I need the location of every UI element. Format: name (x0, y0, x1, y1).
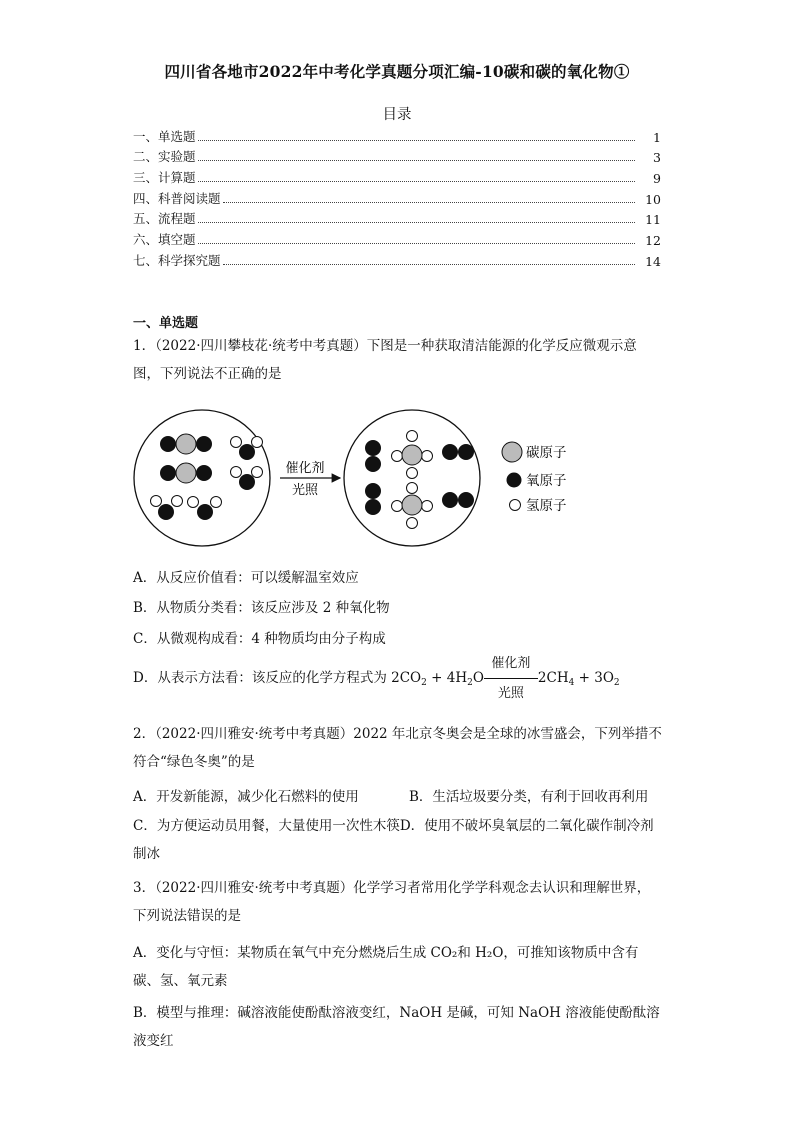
toc-item[interactable]: 四、科普阅读题 10 (133, 190, 661, 207)
reaction-condition-catalyst: 催化剂 (491, 656, 531, 671)
reaction-micro-diagram (130, 400, 580, 560)
q1-option-d[interactable]: D．从表示方法看：该反应的化学方程式为 $2CO_2 + 4H_2O$ 催化剂 光照 $2CH_4 + 3O_2$ (133, 666, 620, 688)
oxygen-atom-legend-icon (507, 473, 522, 488)
q2-option-c[interactable]: C．为方便运动员用餐，大量使用一次性木筷 (133, 818, 400, 834)
q3-option-a[interactable]: A．变化与守恒：某物质在氧气中充分燃烧后生成 CO₂和 H₂O，可推知该物质中含有碳、氢、氧元素 (133, 945, 639, 989)
q1-option-b[interactable]: B．从物质分类看：该反应涉及 2 种氧化物 (133, 600, 390, 616)
arrow-condition-bottom: 光照 (291, 483, 319, 498)
toc-item[interactable]: 六、填空题 12 (133, 232, 661, 249)
ch4-molecule (392, 483, 433, 529)
o2-molecule (442, 492, 474, 508)
hydrogen-atom-legend-icon (510, 500, 521, 511)
o2-molecule (365, 483, 381, 515)
ch4-molecule (392, 431, 433, 479)
toc-heading: 目录 (382, 107, 412, 123)
h2o-molecule (188, 497, 222, 521)
legend-oxygen: 氧原子 (526, 473, 567, 489)
question-3-stem: 3．（2022·四川雅安·统考中考真题）化学学习者常用化学学科观念去认识和理解世界，下列说法错误的是 (133, 880, 651, 924)
legend-hydrogen: 氢原子 (526, 498, 567, 514)
q2-option-d[interactable]: D．使用不破坏臭氧层的二氧化碳作制冷剂制冰 (133, 818, 654, 862)
legend-carbon: 碳原子 (526, 445, 567, 461)
o2-molecule (365, 440, 381, 472)
toc-item[interactable]: 五、流程题 11 (133, 211, 661, 228)
reaction-condition-light: 光照 (497, 686, 524, 701)
toc-item[interactable]: 二、实验题 3 (133, 149, 661, 166)
carbon-atom-legend-icon (502, 442, 522, 462)
h2o-molecule (231, 437, 263, 461)
toc-item[interactable]: 一、单选题 1 (133, 128, 661, 145)
section-heading-single-choice: 一、单选题 (133, 316, 199, 331)
co2-molecule (160, 463, 212, 483)
question-2-stem: 2．（2022·四川雅安·统考中考真题）2022 年北京冬奥会是全球的冰雪盛会，下列举措不符合“绿色冬奥”的是 (133, 726, 662, 770)
h2o-molecule (231, 467, 263, 491)
q2-option-b[interactable]: B．生活垃圾要分类，有利于回收再利用 (409, 789, 649, 805)
q1-option-c[interactable]: C．从微观构成看：4 种物质均由分子构成 (133, 631, 386, 647)
q2-option-a[interactable]: A．开发新能源，减少化石燃料的使用 (133, 789, 359, 805)
toc-item[interactable]: 三、计算题 9 (133, 170, 661, 187)
q2-options-cd (133, 812, 663, 868)
q1-option-a[interactable]: A．从反应价值看：可以缓解温室效应 (133, 570, 359, 586)
table-of-contents (133, 124, 661, 269)
q3-option-b[interactable]: B．模型与推理：碱溶液能使酚酞溶液变红，NaOH 是碱，可知 NaOH 溶液能使酚酞溶液变红 (133, 1005, 660, 1049)
arrow-condition-top: 催化剂 (285, 461, 325, 476)
question-1-stem: 1．（2022·四川攀枝花·统考中考真题）下图是一种获取清洁能源的化学反应微观示意图，下列说法不正确的是 (133, 338, 637, 382)
h2o-molecule (151, 496, 183, 521)
o2-molecule (442, 444, 474, 460)
toc-item[interactable]: 七、科学探究题 14 (133, 252, 661, 269)
document-title: 四川省各地市2022年中考化学真题分项汇编-10碳和碳的氧化物① (164, 62, 630, 81)
co2-molecule (160, 434, 212, 454)
